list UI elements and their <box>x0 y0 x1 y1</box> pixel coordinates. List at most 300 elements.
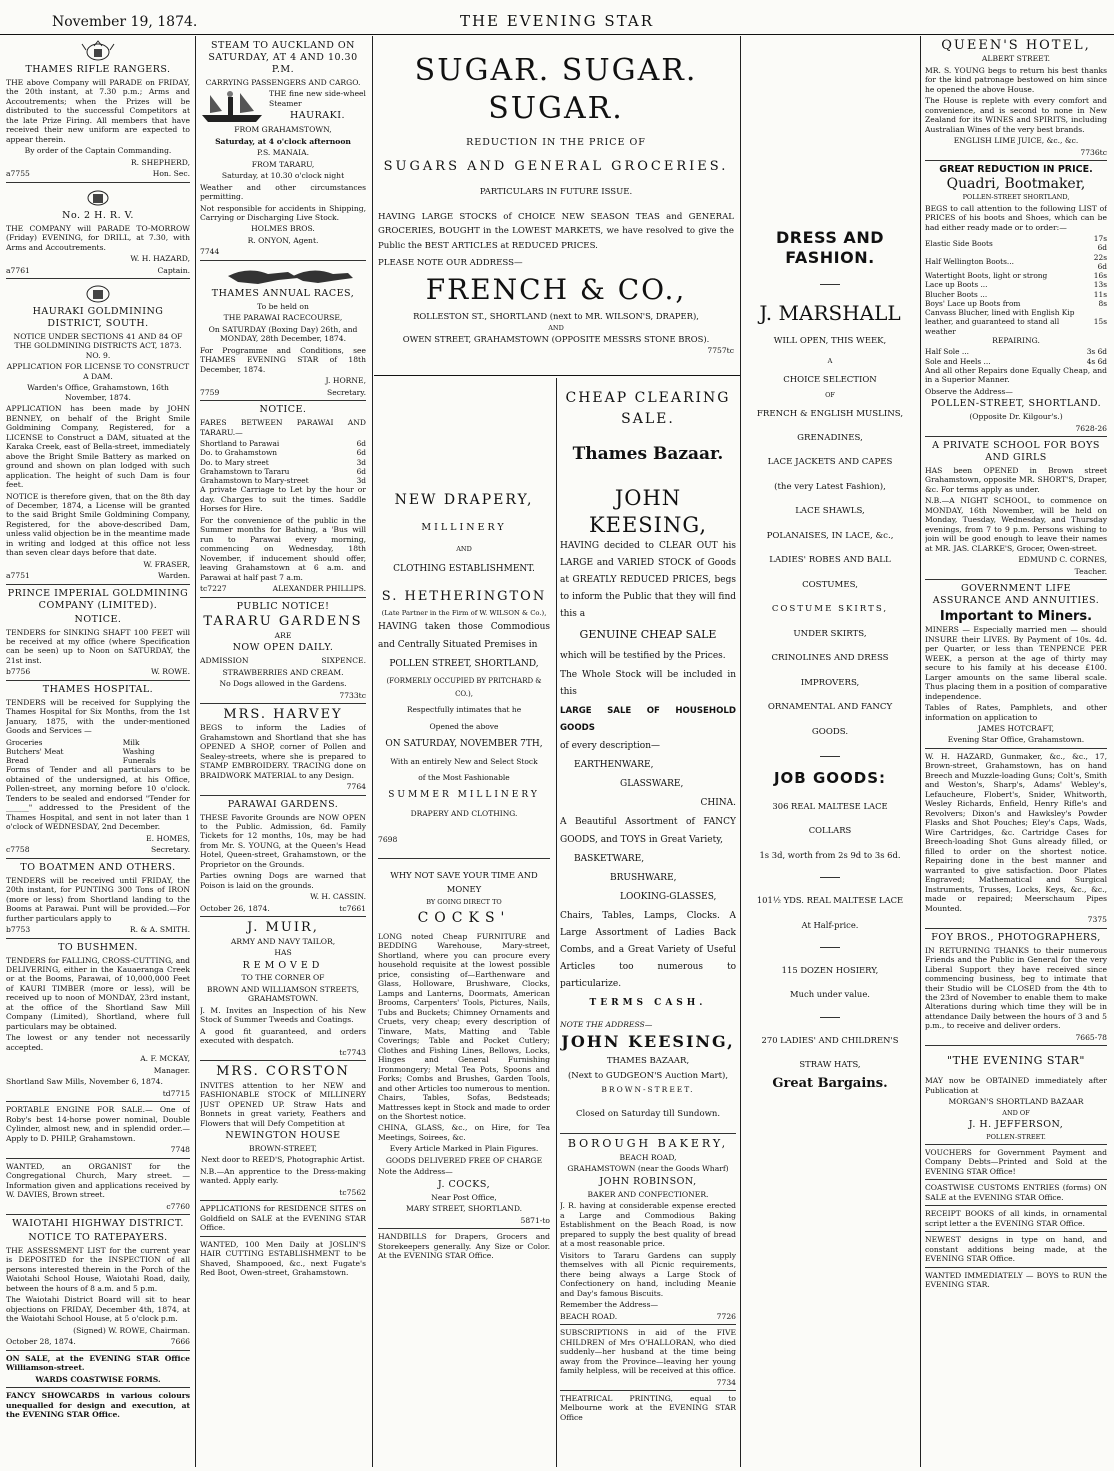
hospital-items <box>6 738 190 766</box>
races-title: THAMES ANNUAL RACES, <box>211 287 355 299</box>
prince-title: PRINCE IMPERIAL GOLDMINING COMPANY (LIMITED). <box>7 587 189 611</box>
prince-ref: b7756 <box>6 667 31 677</box>
queens-albert: ALBERT STREET. <box>981 54 1051 64</box>
table-row <box>925 253 1107 272</box>
fare-price: 6d <box>356 448 366 458</box>
prince-sign: W. ROWE. <box>150 667 190 677</box>
hauraki-role: Warden. <box>158 571 190 581</box>
boot-price: 13s <box>1093 280 1107 290</box>
races-sign: J. HORNE, <box>325 376 366 386</box>
cocks-why: WHY NOT SAVE YOUR TIME AND MONEY <box>390 870 538 894</box>
hetherington-with: With an entirely New and Select Stock <box>390 756 538 766</box>
marshall-line: LADIES' ROBES AND BALL <box>769 555 891 566</box>
parawai-date: October 26, 1874. <box>200 903 270 913</box>
marshall-line: (the very Latest Fashion), <box>774 481 886 492</box>
quadri-pollen: POLLEN-STREET SHORTLAND, <box>962 193 1070 202</box>
keesing-body2: A Beautiful Assortment of FANCY GOODS, and TOYS in Great Variety, <box>560 817 736 845</box>
table-row <box>200 467 366 476</box>
bakery-ref: 7726 <box>716 1311 736 1321</box>
corston-title: MRS. CORSTON <box>216 1064 350 1080</box>
sugar-groceries: SUGARS AND GENERAL GROCERIES. <box>383 158 729 174</box>
school-role: Teacher. <box>1074 566 1107 576</box>
fares-title: NOTICE. <box>259 404 307 416</box>
bakery-remember: Remember the Address— <box>560 1300 659 1310</box>
marshall-line: GOODS. <box>811 726 849 737</box>
hauraki-title: HAURAKI GOLDMINING DISTRICT, SOUTH. <box>32 306 164 329</box>
fare-route: Shortland to Parawai <box>200 439 280 448</box>
marshall-line: COSTUME SKIRTS, <box>771 604 889 615</box>
hospital-item: Washing <box>122 746 155 756</box>
steam-title: STEAM TO AUCKLAND ON SATURDAY, AT 4 AND 10.30 P.M. <box>208 40 358 75</box>
waiotahi-sign: (Signed) W. ROWE, Chairman. <box>73 1325 190 1335</box>
corston-body: INVITES attention to her NEW and FASHIONABLE STOCK of MILLINERY JUST OPENED UP. Straw Hats and Bonnets in great variety, Feathers and Flowers that will Defy Competition at <box>200 1080 366 1128</box>
column-rule <box>195 36 196 1467</box>
tararu-straw: STRAWBERRIES AND CREAM. <box>222 667 344 677</box>
boot-item: Blucher Boots ... <box>925 289 988 299</box>
rangers-sign: R. SHEPHERD, <box>130 157 190 167</box>
column-rule <box>372 36 373 1467</box>
bakery-addr: BEACH ROAD. <box>560 1311 618 1321</box>
coat-of-arms-icon <box>80 40 116 62</box>
bakery-body: J. R. having at considerable expense erected a Large and Commodious Baking Establishment on the Beach Road, is now prepared to supply the best quality of bread at a most reasonable price. <box>560 1201 736 1249</box>
marshall-line: IMPROVERS, <box>800 677 860 688</box>
bushmen-place: Shortland Saw Mills, November 6, 1874. <box>6 1077 163 1087</box>
fare-price: 3d <box>356 476 366 485</box>
tararu-adm: ADMISSION <box>200 656 249 666</box>
steam-ss2: P.S. MANAIA. <box>256 148 310 158</box>
boot-item: Elastic Side Boots <box>925 238 993 248</box>
star-morgan: MORGAN'S SHORTLAND BAZAAR <box>948 1097 1084 1107</box>
boot-price: 8s <box>1098 298 1107 308</box>
boot-price: 11s <box>1093 289 1107 299</box>
tararu-open: NOW OPEN DAILY. <box>232 642 334 654</box>
miners-title: Important to Miners. <box>939 608 1093 624</box>
drapery-title: NEW DRAPERY, <box>394 492 534 508</box>
parawai-body2: Parties owning Dogs are warned that Poison is laid on the grounds. <box>200 871 366 890</box>
waiotahi-body: THE ASSESSMENT LIST for the current year is DEPOSITED for the INSPECTION of all persons interested therein in the Porch of the Waiotahi School House, Waiotahi Road, daily, between the hours of 8 a.m. and 5 p.m. <box>6 1245 190 1293</box>
steam-time2: Saturday, at 10.30 o'clock night <box>221 171 345 181</box>
prince-notice: NOTICE. <box>74 613 122 625</box>
foy-ref: 7665-78 <box>1075 1032 1107 1042</box>
table-row <box>200 458 366 467</box>
waiotahi-date: October 28, 1874. <box>6 1337 76 1347</box>
quadri-opp: (Opposite Dr. Kilgour's.) <box>969 412 1063 422</box>
rangers-ref: a7755 <box>6 169 30 179</box>
keesing-body3: Chairs, Tables, Lamps, Clocks. A Large Assortment of Ladies Back Combs, and a Great Variety of Useful Articles too numerous to particularize. <box>560 910 736 990</box>
hauraki-ref: a7751 <box>6 571 30 581</box>
job-much: Much under value. <box>790 989 870 1000</box>
steam-from2: FROM TARARU, <box>251 159 315 169</box>
french-addr2: OWEN STREET, GRAHAMSTOWN (OPPOSITE MESSRS STONE BROS). <box>402 333 710 344</box>
organist-body: WANTED, an ORGANIST for the Congregational Church, Mary street. —Information given and applications received by W. DAVIES, Brown street. <box>6 1161 190 1200</box>
fare-price: 3d <box>356 457 366 467</box>
sugar-title: SUGAR. SUGAR. SUGAR. <box>414 53 698 126</box>
cocks-jc: J. COCKS, <box>437 1178 491 1190</box>
tararu-title: PUBLIC NOTICE! <box>236 600 330 612</box>
keesing-note: NOTE THE ADDRESS— <box>560 1020 653 1030</box>
job-ladies: 270 LADIES' AND CHILDREN'S <box>761 1034 899 1045</box>
hrv-body: THE COMPANY will PARADE TO-MORROW (Friday) EVENING, for DRILL, at 7.30, with Arms and Accoutrements. <box>6 223 190 252</box>
column-6 <box>925 38 1107 1467</box>
repair-item: Half Sole ... <box>925 347 969 357</box>
waiotahi-title: WAIOTAHI HIGHWAY DISTRICT. <box>12 1218 184 1230</box>
cocks-china: CHINA, GLASS, &c., on Hire, for Tea Meetings, Soirees, &c. <box>378 1123 550 1142</box>
cocks-near: Near Post Office, <box>431 1192 497 1202</box>
queens-body2: The House is replete with every comfort and convenience, and is second to none in New Zealand for its WINES and SPIRITS, including Australian Wines of the very best brands. <box>925 96 1107 134</box>
hospital-item: Milk <box>122 737 140 747</box>
marshall-a: A <box>827 356 833 365</box>
sugar-future: PARTICULARS IN FUTURE ISSUE. <box>479 187 633 198</box>
queens-title: QUEEN'S HOTEL, <box>941 38 1091 53</box>
school-sign: EDMUND C. CORNES, <box>1018 555 1107 565</box>
keesing-terms: TERMS CASH. <box>589 998 707 1009</box>
bakery-gt: GRAHAMSTOWN (near the Goods Wharf) <box>567 1164 729 1174</box>
boot-price-table <box>925 234 1107 336</box>
muir-removed: REMOVED <box>242 959 324 971</box>
hazard-ref: 7375 <box>1087 915 1107 925</box>
keesing-item: GLASSWARE, <box>620 779 684 790</box>
fares-table <box>200 439 366 485</box>
parawai-body: THESE Favorite Grounds are NOW OPEN to the Public. Admission, 6d. Family Tickets for 12 months, 10s, may be had from Mr. S. YOUNG, at the Queen's Head Hotel, Queen-street, Grahamstown, or the Proprietor on the Grounds. <box>200 812 366 869</box>
fare-price: 6d <box>356 466 366 476</box>
tararu-are: ARE <box>274 630 292 640</box>
job-hosiery: 115 DOZEN HOSIERY, <box>781 964 879 975</box>
marshall-line: COSTUMES, <box>802 579 858 590</box>
bushmen-body: TENDERS for FALLING, CROSS-CUTTING, and DELIVERING, either in the Kauaeranga Creek or at the Booms, Parawai, of 10,000,000 Feet of KAURI TIMBER (more or less), will be received up to noon of MONDAY, 23rd instant, at the office of the Shortland Saw Mill Company (Limited), Shortland, where full particulars may be obtained. <box>6 955 190 1031</box>
keesing-item: CHINA. <box>700 798 736 809</box>
boot-item: Lace up Boots ... <box>925 280 988 290</box>
cocks-going: BY GOING DIRECT TO <box>426 898 502 907</box>
french-addr1: ROLLESTON ST., SHORTLAND (next to MR. WILSON'S, DRAPER), <box>413 311 699 322</box>
boot-item: Canvass Blucher, lined with English Kip leather, and guaranteed to stand all weather <box>925 308 1075 336</box>
subscriptions-ref: 7734 <box>716 1377 736 1387</box>
corston-nb: N.B.—An apprentice to the Dress-making wanted. Apply early. <box>200 1166 366 1186</box>
boot-item: Half Wellington Boots... <box>925 257 1014 267</box>
job-price: 1s 3d, worth from 2s 9d to 3s 6d. <box>759 849 901 860</box>
cocks-note: Note the Address— <box>378 1167 453 1177</box>
fare-route: Grahamstown to Mary-street <box>200 476 309 485</box>
steam-weather: Weather and other circumstances permitting. <box>200 182 366 202</box>
races-date: On SATURDAY (Boxing Day) 26th, and MONDAY, 28th December, 1874. <box>208 324 358 344</box>
keesing-tb: THAMES BAZAAR, <box>606 1055 690 1066</box>
keesing-whole: The Whole Stock will be included in this <box>560 670 736 698</box>
repair-price-table <box>925 347 1107 366</box>
parawai-ref: tc7661 <box>339 903 366 913</box>
table-row <box>200 448 366 457</box>
keesing-next: (Next to GUDGEON'S Auction Mart), <box>567 1070 729 1081</box>
hospital-ref: c7758 <box>6 845 30 855</box>
fares-body2: For the convenience of the public in the Summer months for Bathing, a 'Bus will run to Parawai every morning, commencing on Wednesday, 18th November, if inducement should offer, leaving Grahamstown at 6 a.m. and Parawai at half past 7 a.m. <box>200 515 366 582</box>
job-half: At Half-price. <box>801 919 859 930</box>
table-row <box>925 234 1107 253</box>
coat-of-arms-icon <box>80 186 116 208</box>
hetherington-street: POLLEN STREET, SHORTLAND, <box>389 658 539 669</box>
job-straw: STRAW HATS, <box>799 1059 861 1070</box>
fares-sign: ALEXANDER PHILLIPS. <box>272 584 366 594</box>
hospital-role: Secretary. <box>151 845 190 855</box>
quadri-paddr: POLLEN-STREET, SHORTLAND. <box>930 398 1102 410</box>
races-role: Secretary. <box>327 387 366 397</box>
cocks-every: Every Article Marked in Plain Figures. <box>389 1144 539 1154</box>
keesing-closed: Closed on Saturday till Sundown. <box>575 1108 721 1119</box>
star-jeff: J. H. JEFFERSON, <box>968 1118 1064 1130</box>
keesing-bazaar: Thames Bazaar. <box>572 444 724 464</box>
marshall-line: LACE JACKETS AND CAPES <box>767 457 893 468</box>
muir-ref: tc7743 <box>339 1047 366 1057</box>
table-row <box>925 290 1107 299</box>
cocks-ref: 5871-to <box>520 1215 550 1225</box>
hospital-item: Bread <box>6 756 29 766</box>
table-row <box>200 476 366 485</box>
receipt-body: RECEIPT BOOKS of all kinds, in ornamental script letter a the EVENING STAR Office. <box>925 1209 1107 1228</box>
star-andof: AND OF <box>1002 1108 1030 1117</box>
muir-title: J. MUIR, <box>247 920 319 936</box>
engine-ref: 7748 <box>170 1145 190 1155</box>
repair-price: 4s 6d <box>1086 356 1107 366</box>
hetherington-late: (Late Partner in the Firm of W. WILSON & Co.), <box>381 609 547 617</box>
joslin-body: WANTED, 100 Men Daily at JOSLIN'S HAIR CUTTING ESTABLISHMENT to be Shaved, Shampooed, &c., next Fugate's Red Boot, Owen-street, Grahamstown. <box>200 1239 366 1278</box>
bushmen-role: Manager. <box>153 1065 190 1075</box>
job-collars: COLLARS <box>808 825 852 836</box>
fare-price: 6d <box>356 439 366 448</box>
hetherington-ref: 7698 <box>378 834 398 844</box>
school-title: A PRIVATE SCHOOL FOR BOYS AND GIRLS <box>932 440 1100 463</box>
queens-body: MR. S. YOUNG begs to return his best thanks for the kind patronage bestowed on him since he opened the above House. <box>925 65 1107 94</box>
hospital-body2: Forms of Tender and all particulars to be obtained of the undersigned, at his Office, Pollen-street, any morning before 10 o'clock. Tenders to be sealed and endorsed "Tender for ______" addressed to the President of the Thames Hospital, and sent in not later than 1 o'clock of WEDNESDAY, 2nd December. <box>6 765 190 832</box>
table-row <box>925 299 1107 308</box>
school-body: HAS been OPENED in Brown street Grahamstown, opposite MR. SHORT'S, Draper, &c. For terms apply as under. <box>925 465 1107 494</box>
french-and: AND <box>548 323 564 332</box>
marshall-line: UNDER SKIRTS, <box>793 628 867 639</box>
hrv-title: No. 2 H. R. V. <box>62 209 134 221</box>
drapery-and: AND <box>456 545 472 554</box>
parawai-title: PARAWAI GARDENS. <box>227 798 339 810</box>
keesing-every: of every description— <box>560 741 660 752</box>
steam-agent: HOLMES BROS. <box>251 224 315 234</box>
bushmen-ref: td7715 <box>162 1088 190 1098</box>
newspaper-title: THE EVENING STAR <box>459 12 655 30</box>
races-body: For Programme and Conditions, see THAMES EVENING STAR of 18th December, 1874. <box>200 345 366 374</box>
rangers-title: THAMES RIFLE RANGERS. <box>25 64 171 75</box>
foy-title: FOY BROS., PHOTOGRAPHERS, <box>931 931 1101 943</box>
boatmen-body: TENDERS will be received until FRIDAY, the 20th instant, for PUNTING 300 Tons of IRON (more or less) from Shortland landing to the Booms at Parawai. Punt will be provided.—For further particulars apply to <box>6 875 190 923</box>
hetherington-formerly: (FORMERLY OCCUPIED BY PRITCHARD & CO.), <box>386 676 542 699</box>
hospital-body: TENDERS will be received for Supplying the Thames Hospital for Six Months, from the 1st January, 1875, with the under-mentioned Goods and Services — <box>6 697 190 736</box>
fares-head: FARES BETWEEN PARAWAI AND TARARU.— <box>200 418 366 437</box>
hetherington-of: of the Most Fashionable <box>418 773 510 783</box>
quadri-great: GREAT REDUCTION IN PRICE. <box>939 164 1093 176</box>
column-1 <box>6 38 190 1467</box>
header-rule <box>0 34 1114 35</box>
muir-sub: ARMY AND NAVY TAILOR, <box>230 936 336 946</box>
muir-corner: BROWN AND WILLIAMSON STREETS, GRAHAMSTOWN. <box>206 984 360 1004</box>
repair-price: 3s 6d <box>1086 347 1107 357</box>
queens-ref: 7736tc <box>1080 147 1107 157</box>
rangers-order: By order of the Captain Commanding. <box>24 146 172 156</box>
cocks-title: COCKS' <box>417 910 511 927</box>
quadri-title: Quadri, Bootmaker, <box>946 175 1086 192</box>
dress-title: DRESS AND FASHION. <box>776 228 884 267</box>
miners-sign: JAMES HOTCRAFT, <box>977 724 1055 733</box>
bakery-title: BOROUGH BAKERY, <box>567 1137 729 1151</box>
steam-time: Saturday, at 4 o'clock afternoon <box>215 136 351 146</box>
issue-date: November 19, 1874. <box>52 14 198 30</box>
steam-resp: Not responsible for accidents in Shipping, Carrying or Discharging Live Stock. <box>200 203 366 222</box>
boatmen-title: TO BOATMEN AND OTHERS. <box>20 861 176 873</box>
marshall-line: ORNAMENTAL AND FANCY <box>767 702 893 713</box>
harvey-title: MRS. HARVEY <box>223 707 343 722</box>
hauraki-sign: W. FRASER, <box>143 559 190 569</box>
bushmen-sign: A. F. MCKAY, <box>140 1054 190 1064</box>
keesing-item2: BRUSHWARE, <box>610 872 677 883</box>
job-great: Great Bargains. <box>772 1076 888 1092</box>
steam-name: HAURAKI. <box>289 110 346 122</box>
bushmen-body2: The lowest or any tender not necessarily accepted. <box>6 1033 190 1052</box>
bakery-robinson: JOHN ROBINSON, <box>599 1175 697 1187</box>
boot-price: 16s <box>1093 271 1107 281</box>
sugar-reduction: REDUCTION IN THE PRICE OF <box>466 137 646 148</box>
corston-house: NEWINGTON HOUSE <box>225 1130 341 1141</box>
table-row <box>925 280 1107 289</box>
bakery-beach: BEACH ROAD, <box>619 1152 677 1162</box>
hazard-body: W. H. HAZARD, Gunmaker, &c., &c., 17, Brown-street, Grahamstown, has on hand Breech and Muzzle-loading Guns; Colt's, Smith and Weston's, Sharp's, Adams' Webley's, Lefaucheure, Flobert's, Snider, Whitworth, Wesley Richards, Enfield, Henry Rifle's and Revolvers; Dixon's and Hawksley's Powder Flasks and Shot Pouches; Eley's Caps, Wads, Wire Cartridges, &c. Cartridge Cases for Breech-loading Shot Guns already filled, or filled to order on the shortest notice. Repairing done in the best manner and warranted to give satisfaction. Door Plates Engraved; Mathematical and Surgical Instruments, Trusses, Locks, Keys, &c., &c., made or repaired; Meerschaum Pipes Mounted. <box>925 751 1107 913</box>
hospital-title: THAMES HOSPITAL. <box>42 683 154 695</box>
french-title: FRENCH & CO., <box>425 273 687 307</box>
corston-street: BROWN-STREET, <box>249 1143 317 1153</box>
rangers-body: THE above Company will PARADE on FRIDAY, the 20th instant, at 7.30 p.m.; Arms and Accoutrements; when the Prizes will be distributed to the successful Competitors at the late Prize Firing. All members that have received their new uniform are expected to appear therein. <box>6 77 190 144</box>
quadri-ref: 7628-26 <box>1075 423 1107 433</box>
bakery-baker: BAKER AND CONFECTIONER. <box>587 1189 709 1199</box>
school-nb: N.B.—A NIGHT SCHOOL, to commence on MONDAY, 16th November, will be held on Monday, Tuesday, Wednesday, and Thursday evenings, from 7 to 9 p.m. Persons wishing to join will be good enough to leave their names at MR. JAS. CLARKE'S, Grocer, Owen-street. <box>925 496 1107 553</box>
foy-body: IN RETURNING THANKS to their numerous Friends and the Public in General for the very Liberal Support they have received since commencing business, beg to intimate that their Studio will be CLOSED from the 4th to the 23rd of November to enable them to make Alterations during which time they will be in attendance Daily between the hours of 3 and 5 p.m., to receive and deliver orders. <box>925 945 1107 1031</box>
table-row <box>200 439 366 448</box>
quadri-repnote: And all other Repairs done Equally Cheap, and in a Superior Manner. <box>925 365 1107 385</box>
keesing-large: LARGE SALE OF HOUSEHOLD GOODS <box>560 706 736 733</box>
cocks-mary: MARY STREET, SHORTLAND. <box>405 1204 523 1214</box>
star-may: MAY now be OBTAINED immediately after Publication at <box>925 1076 1107 1095</box>
hetherington-resp: Respectfully intimates that he <box>406 705 522 715</box>
corston-ref: tc7562 <box>339 1187 366 1197</box>
marshall-choice: CHOICE SELECTION <box>783 374 877 385</box>
sugar-note: PLEASE NOTE OUR ADDRESS— <box>378 257 523 268</box>
fancy-body: FANCY SHOWCARDS in various colours unequalled for design and execution, at the EVENING STAR Office. <box>6 1391 190 1420</box>
parawai-sign: W. H. CASSIN. <box>310 892 366 902</box>
hauraki-body2: NOTICE is therefore given, that on the 8th day of December, 1874, a License will be granted to the said Bright Smile Goldmining Company, Registered, for the above-described Dam, unless valid objection be in the meantime made in writing and lodged at this office not less than seven clear days before that date. <box>6 491 190 558</box>
boot-item: Boys' Lace up Boots from <box>925 298 1021 308</box>
keesing-item: EARTHENWARE, <box>574 760 654 771</box>
table-row <box>925 357 1107 366</box>
sugar-body: HAVING LARGE STOCKS of CHOICE NEW SEASON TEAS and GENERAL GROCERIES, BOUGHT in the LOWEST MARKETS, we have resolved to give the Public the BEST ARTICLES at REDUCED PRICES. <box>378 211 734 251</box>
boot-price: 17s 6d <box>1093 234 1107 253</box>
keesing-title: JOHN KEESING, <box>588 486 708 537</box>
table-row <box>925 347 1107 356</box>
repair-item: Sole and Heels ... <box>925 356 991 366</box>
marshall-line: FRENCH & ENGLISH MUSLINS, <box>756 408 904 419</box>
waiotahi-body2: The Waiotahi District Board will sit to hear objections on FRIDAY, December 4th, 1874, at the Waiotahi School House, at 5 o'clock p.m. <box>6 1295 190 1324</box>
marshall-line: LACE SHAWLS, <box>795 506 865 517</box>
fares-ref: tc7227 <box>200 584 227 594</box>
harvey-ref: 7764 <box>346 782 366 792</box>
hetherington-opened: Opened the above <box>429 721 499 731</box>
waiotahi-ref: 7666 <box>170 1337 190 1347</box>
steam-sub: CARRYING PASSENGERS AND CARGO. <box>205 77 361 87</box>
boatmen-ref: b7753 <box>6 925 31 935</box>
hospital-sign: E. HOMES, <box>146 833 190 843</box>
french-ref: 7757tc <box>707 346 734 356</box>
keesing-brown: BROWN-STREET. <box>601 1085 695 1095</box>
job-title: JOB GOODS: <box>773 769 887 788</box>
organist-ref: c7760 <box>166 1201 190 1211</box>
coat-of-arms-icon <box>80 282 116 304</box>
races-course: THE PARAWAI RACECOURSE, <box>223 313 343 323</box>
hauraki-office: Warden's Office, Grahamstown, 16th November, 1874. <box>27 383 169 402</box>
rangers-role: Hon. Sec. <box>152 169 190 179</box>
steam-from: FROM GRAHAMSTOWN, <box>234 125 332 135</box>
newest-body: NEWEST designs in type on hand, and constant additions being made, at the EVENING STAR Office. <box>925 1235 1107 1264</box>
gov-title: GOVERNMENT LIFE ASSURANCE AND ANNUITIES. <box>932 583 1100 607</box>
hauraki-notice: NOTICE UNDER SECTIONS 41 AND 84 OF THE GOLDMINING DISTRICTS ACT, 1873. NO. 9. <box>13 331 183 360</box>
handbills-body: HANDBILLS for Drapers, Grocers and Storekeepers generally. Any Size or Color. At the EVENING STAR Office. <box>378 1232 550 1261</box>
column-2 <box>200 38 366 1467</box>
fares-body: A private Carriage to Let by the hour or day. Charges to suit the times. Saddle Horses for Hire. <box>200 485 366 514</box>
star-pollst: POLLEN-STREET. <box>986 1132 1046 1141</box>
coastwise-body: COASTWISE CUSTOMS ENTRIES (forms) ON SALE at the EVENING STAR Office. <box>925 1183 1107 1202</box>
steam-ref: 7744 <box>200 247 220 257</box>
section-rule <box>374 375 740 376</box>
column-rule <box>556 378 557 1467</box>
quadri-body: BEGS to call attention to the following LIST of PRICES of his boots and Shoes, which can be had either ready made or to order:— <box>925 203 1107 232</box>
tararu-price: SIXPENCE. <box>321 656 366 666</box>
muir-body2: A good fit guaranteed, and orders executed with despatch. <box>200 1026 366 1046</box>
boot-item: Watertight Boots, light or strong <box>925 271 1048 281</box>
cocks-body: LONG noted Cheap FURNITURE and BEDDING Warehouse, Mary-street, Shortland, where you can procure every household requisite at the lowest possible price, consisting of—Earthenware and Glass, Holloware, Brushware, Clocks, Lamps and Lanterns, Doormats, American Brooms, Carpenters' Tools, Pictures, Nails, Tubs and Buckets; Chimney Ornaments and Cruets, very cheap; every description of Tinware, Mats, Matting and Table Coverings; Table and Pocket Cutlery; Clothes and Fishing Lines, Bellows, Locks, Hinges and General Furnishing Ironmongery; Metal Tea Pots, Spoons and Forks; Combs and Brushes, Garden Tools, and other Articles too numerous to mention. Chairs, Tables, Sofas, Bedsteads; Mattresses kept in Stock and made to order on the Shortest notice. <box>378 931 550 1121</box>
marshall-line: POLANAISES, IN LACE, &c., <box>766 530 894 541</box>
job-yds: 101½ YDS. REAL MALTESE LACE <box>756 895 904 906</box>
miners-body2: Tables of Rates, Pamphlets, and other information on application to <box>925 703 1107 722</box>
drapery-millinery: MILLINERY <box>421 521 507 533</box>
engine-body: PORTABLE ENGINE FOR SALE.— One of Roby's best 14-horse power nominal, Double Cylinder, almost new, and in splendid order.—Apply to D. PHILP, Grahamstown. <box>6 1105 190 1143</box>
muir-body: J. M. Invites an Inspection of his New Stock of Summer Tweeds and Coatings. <box>200 1005 366 1025</box>
hospital-item: Funerals <box>122 756 156 766</box>
hetherington-date: ON SATURDAY, NOVEMBER 7TH, <box>385 738 543 749</box>
hetherington-summer: SUMMER MILLINERY <box>388 790 540 801</box>
hetherington-name: S. HETHERINGTON <box>381 588 547 604</box>
miners-role: Evening Star Office, Grahamstown. <box>947 735 1085 745</box>
miners-body: MINERS — Especially married men — should INSURE their LIVES. By Payment of 10s. 4d. per Quarter, or less than TENPENCE PER WEEK, a person at the age of thirty may secure to his family at his decease £100. Larger amounts on the same liberal scale. Thus placing them in a position of comparative independence. <box>925 625 1107 701</box>
racehorse-icon <box>208 264 358 286</box>
keesing-which: which will be testified by the Prices. <box>560 651 726 662</box>
bakery-body2: Visitors to Tararu Gardens can supply themselves with all Picnic requirements, there being always a Large Stock of Confectionery on hand, including Meanie and Day's famous Biscuits. <box>560 1250 736 1298</box>
keesing-genuine: GENUINE CHEAP SALE <box>579 628 717 642</box>
marshall-title: J. MARSHALL <box>759 301 901 325</box>
keesing-column <box>560 382 736 1467</box>
harvey-body: BEGS to inform the Ladies of Grahamstown and Shortland that she has OPENED A SHOP, corner of Pollen and Sealey-streets, where she is prepared to STAMP EMBROIDERY. TRACING done on BRAIDWORK MATERIAL to any Design. <box>200 723 366 780</box>
fare-route: Do. to Mary street <box>200 457 269 467</box>
table-row <box>925 308 1107 336</box>
boatmen-sign: R. & A. SMITH. <box>129 925 190 935</box>
muir-has: HAS <box>274 948 292 958</box>
cocks-goods: GOODS DELIVERED FREE OF CHARGE <box>385 1155 543 1165</box>
subscriptions-body: SUBSCRIPTIONS in aid of the FIVE CHILDREN of Mrs O'HALLORAN, who died suddenly—her husband at the time being away from the Province—leaving her young family helpless, will be received at this office. <box>560 1328 736 1376</box>
steam-agent2: R. ONYON, Agent. <box>247 235 319 245</box>
star-title: "THE EVENING STAR" <box>947 1054 1085 1068</box>
drapery-clothing: CLOTHING ESTABLISHMENT. <box>393 563 535 574</box>
muir-to: TO THE CORNER OF <box>241 973 325 983</box>
hospital-item: Groceries <box>6 737 43 747</box>
steam-ship: THE fine new side-wheel Steamer <box>269 89 366 108</box>
hauraki-app: APPLICATION FOR LICENSE TO CONSTRUCT A DAM. <box>6 362 190 381</box>
sale-body: ON SALE, at the EVENING STAR Office Williamson-street. <box>6 1353 190 1373</box>
